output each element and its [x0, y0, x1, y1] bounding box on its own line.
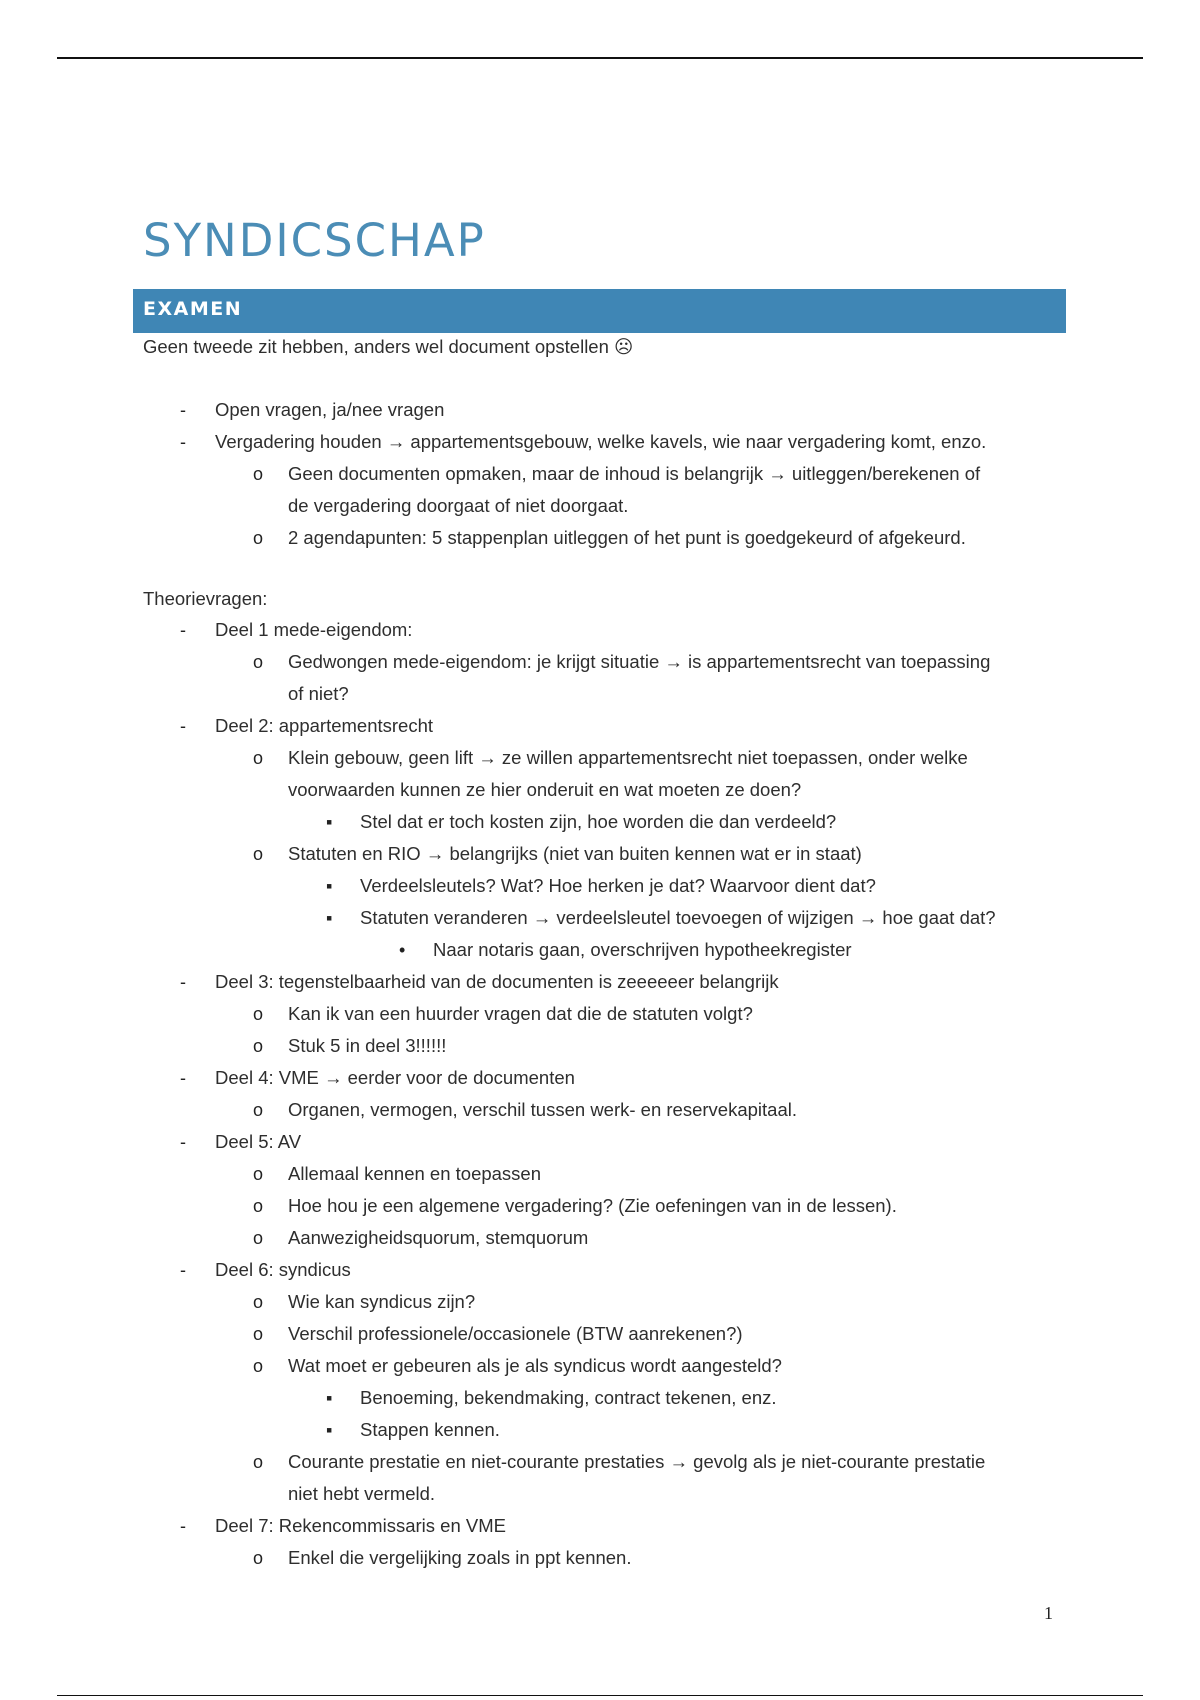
list-item: Deel 4: VME → eerder voor de documenten: [215, 1067, 575, 1088]
list-item: 2 agendapunten: 5 stappenplan uitleggen of het punt is goedgekeurd of afgekeurd.: [288, 527, 966, 548]
list-item: Stel dat er toch kosten zijn, hoe worden die dan verdeeld?: [360, 811, 837, 832]
list-bullet: •: [399, 940, 406, 960]
list-item: voorwaarden kunnen ze hier onderuit en wat moeten ze doen?: [288, 779, 802, 800]
list-item: Deel 1 mede-eigendom:: [215, 619, 413, 640]
list-item: Vergadering houden → appartementsgebouw, welke kavels, wie naar vergadering komt, enzo.: [215, 431, 987, 452]
list-item: Organen, vermogen, verschil tussen werk- en reservekapitaal.: [288, 1099, 797, 1120]
list-item: Aanwezigheidsquorum, stemquorum: [288, 1227, 589, 1248]
list-item: Stappen kennen.: [360, 1419, 500, 1440]
list-item: Naar notaris gaan, overschrijven hypotheekregister: [433, 939, 852, 960]
list-bullet: o: [253, 1100, 264, 1120]
list-item: Courante prestatie en niet-courante prestaties → gevolg als je niet-courante prestatie: [288, 1451, 986, 1472]
list-item: Allemaal kennen en toepassen: [288, 1163, 542, 1184]
list-bullet: o: [253, 528, 264, 548]
list-item: Statuten en RIO → belangrijks (niet van buiten kennen wat er in staat): [288, 843, 862, 864]
footer-rule: [57, 1695, 1143, 1696]
list-bullet: o: [253, 1004, 264, 1024]
list-item: Deel 6: syndicus: [215, 1259, 351, 1280]
list-bullet: o: [253, 748, 264, 768]
list-item: Verschil professionele/occasionele (BTW aanrekenen?): [288, 1323, 743, 1344]
list-item: Statuten veranderen → verdeelsleutel toevoegen of wijzigen → hoe gaat dat?: [360, 907, 996, 928]
list-bullet: -: [180, 1132, 186, 1152]
list-item: Kan ik van een huurder vragen dat die de statuten volgt?: [288, 1003, 753, 1024]
list-bullet: ▪: [326, 1420, 333, 1440]
document-title: SYNDICSCHAP: [143, 214, 486, 267]
list-item: Wat moet er gebeuren als je als syndicus wordt aangesteld?: [288, 1355, 782, 1376]
intro-text: Geen tweede zit hebben, anders wel document opstellen ☹: [143, 336, 634, 357]
list-bullet: o: [253, 1324, 264, 1344]
list-item: Verdeelsleutels? Wat? Hoe herken je dat? Waarvoor dient dat?: [360, 875, 876, 896]
list-item: Deel 3: tegenstelbaarheid van de documenten is zeeeeeer belangrijk: [215, 971, 779, 992]
list-bullet: -: [180, 1516, 186, 1536]
header-rule: [57, 57, 1143, 59]
list-item: Benoeming, bekendmaking, contract tekenen, enz.: [360, 1387, 777, 1408]
list-bullet: o: [253, 1164, 264, 1184]
list-item: Enkel die vergelijking zoals in ppt kennen.: [288, 1547, 632, 1568]
list-item: Open vragen, ja/nee vragen: [215, 399, 445, 420]
list-bullet: o: [253, 1036, 264, 1056]
list-bullet: o: [253, 464, 264, 484]
list-item: de vergadering doorgaat of niet doorgaat.: [288, 495, 629, 516]
list-item: Geen documenten opmaken, maar de inhoud is belangrijk → uitleggen/berekenen of: [288, 463, 981, 484]
list-bullet: o: [253, 1356, 264, 1376]
list-item: Wie kan syndicus zijn?: [288, 1291, 476, 1312]
list-bullet: -: [180, 716, 186, 736]
list-bullet: ▪: [326, 1388, 333, 1408]
list-bullet: ▪: [326, 876, 333, 896]
list-bullet: o: [253, 844, 264, 864]
list-bullet: -: [180, 972, 186, 992]
theory-label: Theorievragen:: [143, 588, 268, 609]
list-bullet: o: [253, 652, 264, 672]
list-bullet: o: [253, 1548, 264, 1568]
list-item: Deel 2: appartementsrecht: [215, 715, 434, 736]
section-heading-band: [133, 289, 1066, 333]
list-bullet: -: [180, 1068, 186, 1088]
list-bullet: -: [180, 620, 186, 640]
list-bullet: -: [180, 400, 186, 420]
list-item: Klein gebouw, geen lift → ze willen appartementsrecht niet toepassen, onder welke: [288, 747, 968, 768]
list-item: Stuk 5 in deel 3!!!!!!: [288, 1035, 447, 1056]
list-item: Deel 5: AV: [215, 1131, 302, 1152]
list-bullet: o: [253, 1292, 264, 1312]
list-bullet: o: [253, 1196, 264, 1216]
list-bullet: -: [180, 432, 186, 452]
list-bullet: ▪: [326, 812, 333, 832]
section-heading: EXAMEN: [143, 298, 243, 320]
list-bullet: ▪: [326, 908, 333, 928]
list-item: Gedwongen mede-eigendom: je krijgt situatie → is appartementsrecht van toepassing: [288, 651, 991, 672]
page-number: 1: [1044, 1603, 1053, 1623]
list-item: Hoe hou je een algemene vergadering? (Zie oefeningen van in de lessen).: [288, 1195, 897, 1216]
list-item: Deel 7: Rekencommissaris en VME: [215, 1515, 506, 1536]
list-item: of niet?: [288, 683, 349, 704]
list-bullet: o: [253, 1228, 264, 1248]
list-bullet: -: [180, 1260, 186, 1280]
list-item: niet hebt vermeld.: [288, 1483, 436, 1504]
list-bullet: o: [253, 1452, 264, 1472]
